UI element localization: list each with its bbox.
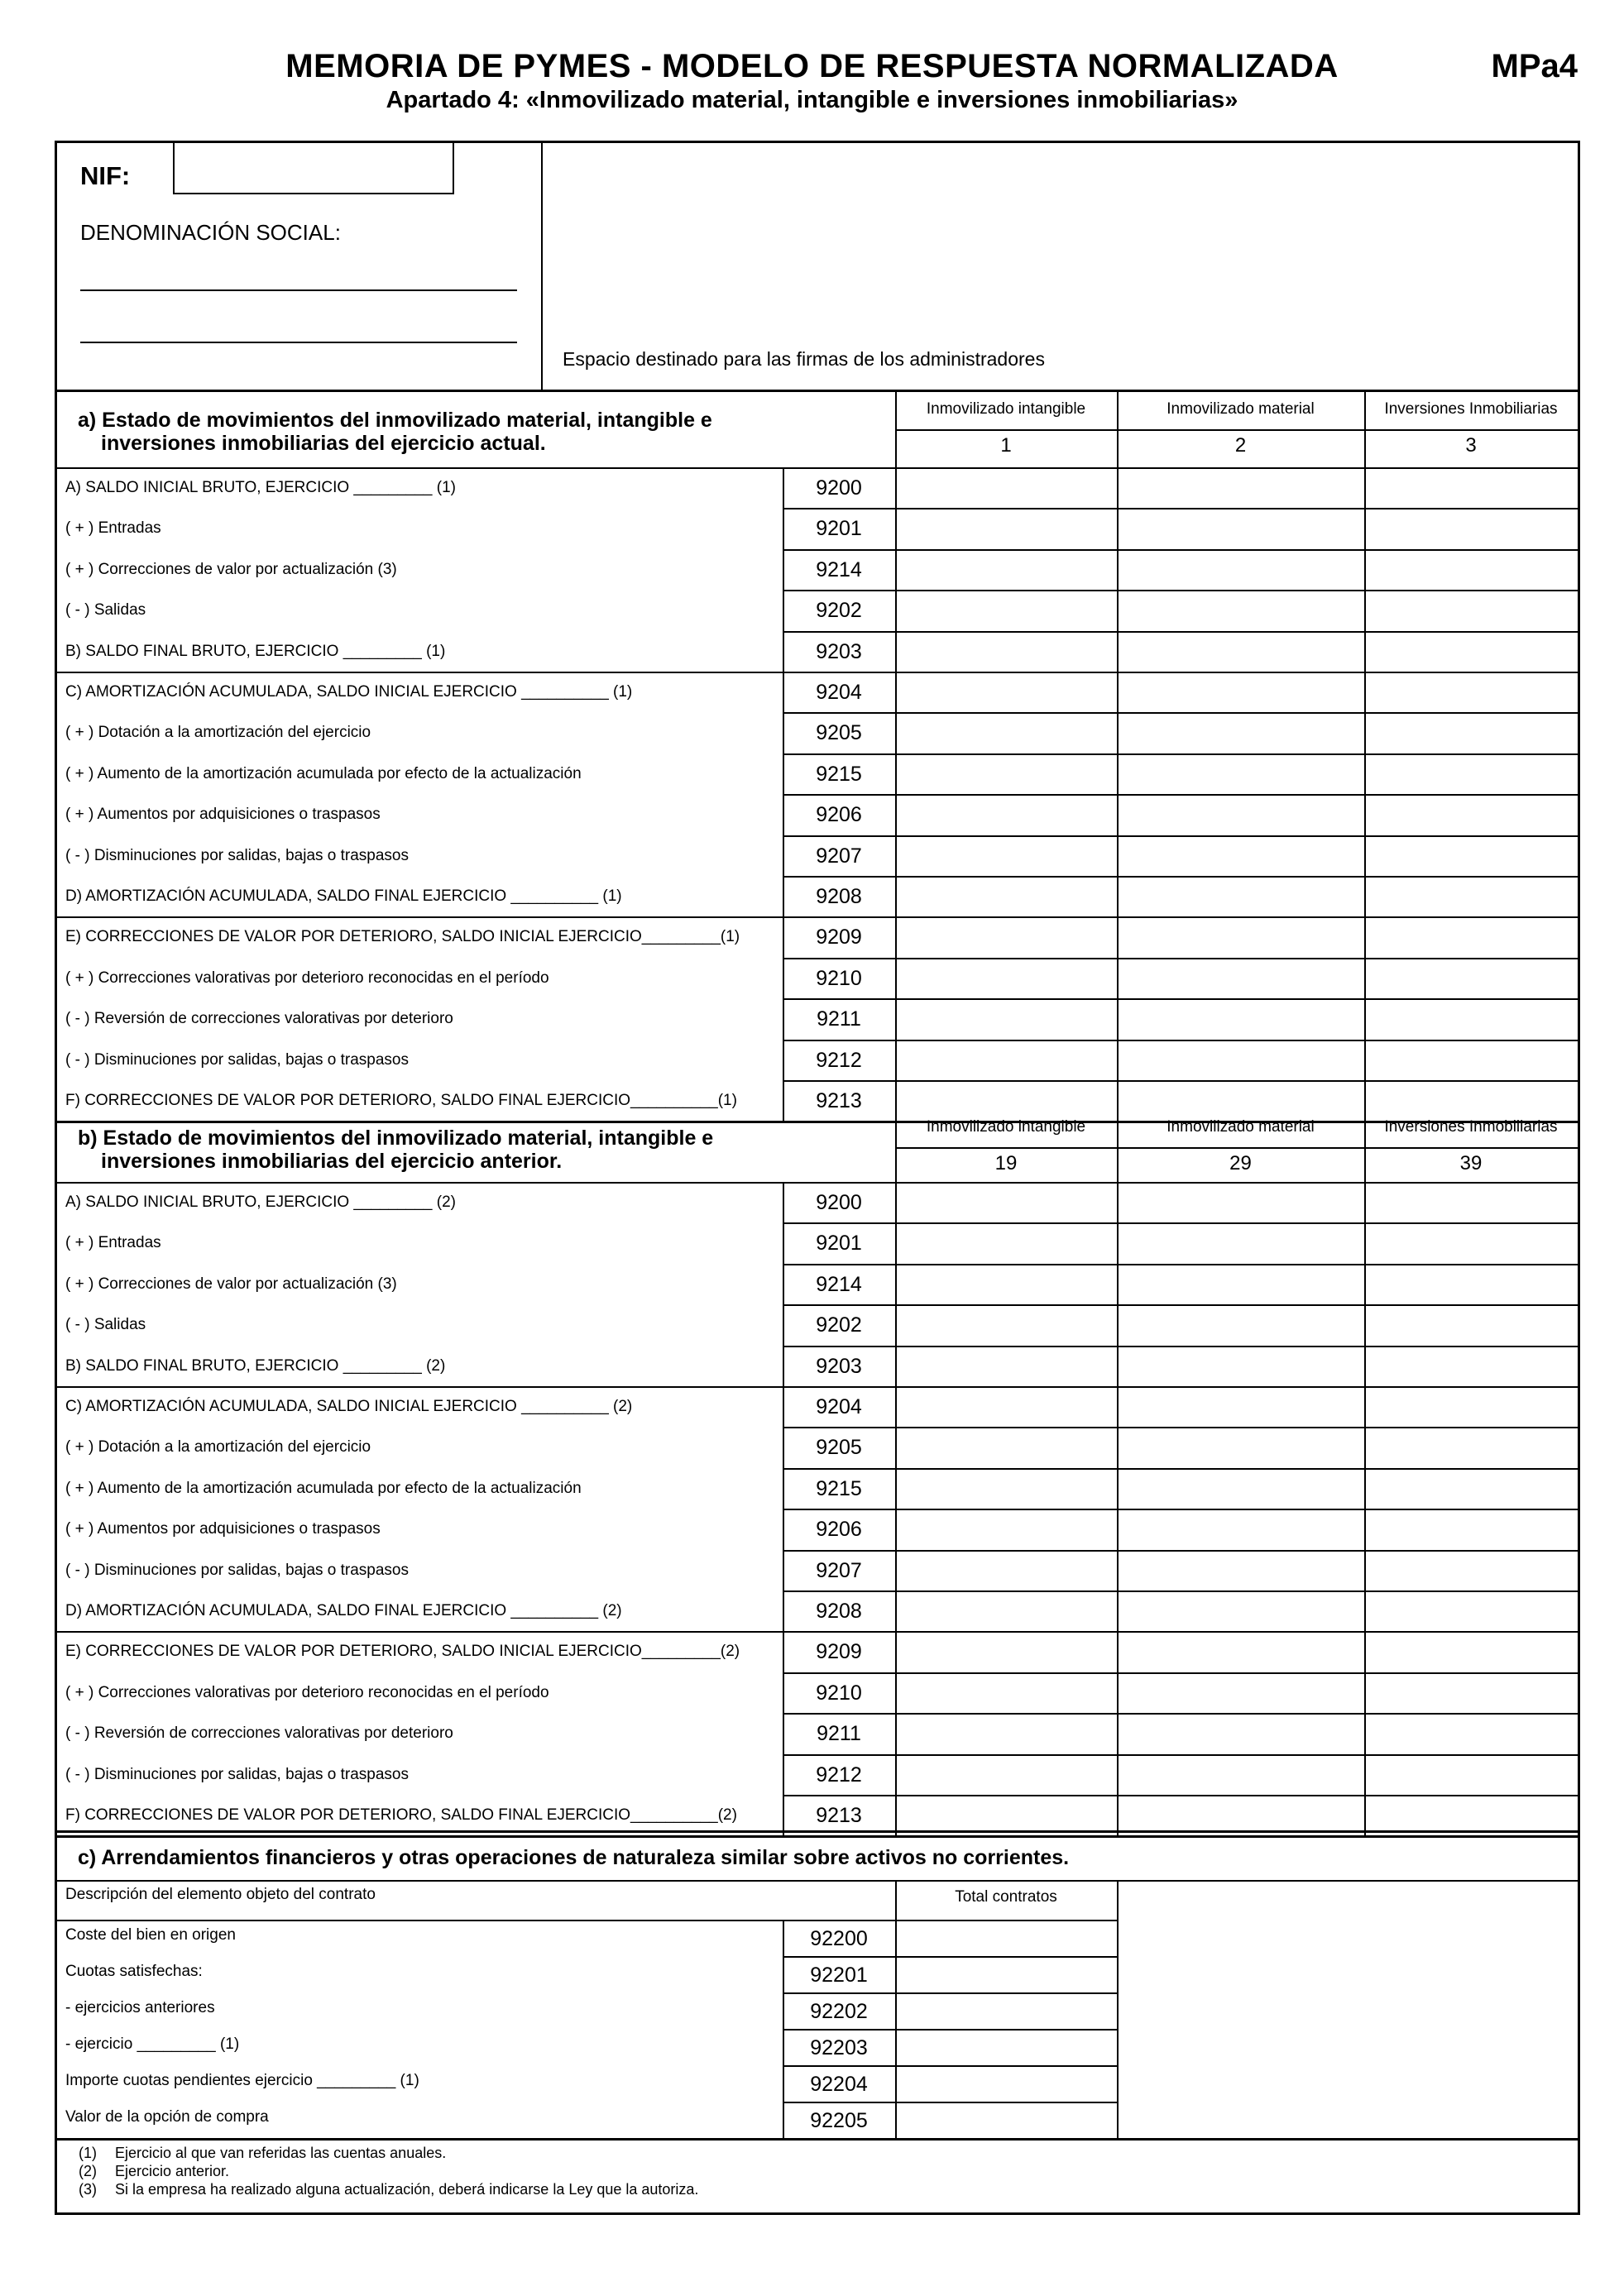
row-code: 9210 xyxy=(816,966,862,990)
lease-row-code: 92203 xyxy=(810,2036,868,2059)
column-number-1: 1 xyxy=(1000,434,1012,457)
amount-cell-col1[interactable] xyxy=(897,918,1115,955)
row-code: 9205 xyxy=(816,1436,862,1460)
amount-cell-col2[interactable] xyxy=(1119,959,1363,997)
row-label: ( + ) Aumento de la amortización acumulada por efecto de la actualización xyxy=(65,764,582,782)
row-label: ( - ) Disminuciones por salidas, bajas o traspasos xyxy=(65,1765,410,1783)
amount-cell-col1[interactable] xyxy=(897,1000,1115,1037)
amount-cell-col3[interactable] xyxy=(1366,1796,1576,1834)
row-label: ( + ) Correcciones valorativas por deterioro reconocidas en el período xyxy=(65,969,549,987)
amount-cell-col1[interactable] xyxy=(897,551,1115,588)
section-a-title-line1: a) Estado de movimientos del inmovilizado material, intangible e xyxy=(78,409,712,432)
amount-cell-col2[interactable] xyxy=(1119,1347,1363,1385)
row-code: 9207 xyxy=(816,1558,862,1582)
footnote-number: (2) xyxy=(79,2163,97,2179)
section-a-title-line2: inversiones inmobiliarias del ejercicio actual. xyxy=(101,432,546,455)
row-label: ( + ) Aumento de la amortización acumulada por efecto de la actualización xyxy=(65,1479,582,1497)
row-code: 9204 xyxy=(816,681,862,704)
form-title: MEMORIA DE PYMES - MODELO DE RESPUESTA NORMALIZADA xyxy=(285,48,1339,84)
amount-cell-col1[interactable] xyxy=(897,837,1115,874)
amount-cell-col1[interactable] xyxy=(897,959,1115,997)
amount-cell-col3[interactable] xyxy=(1366,1000,1576,1037)
amount-cell-col3[interactable] xyxy=(1366,509,1576,547)
lease-row-code: 92202 xyxy=(810,2000,868,2023)
denominacion-line-2[interactable] xyxy=(80,342,517,343)
lease-row-label: Cuotas satisfechas: xyxy=(65,1963,203,1980)
total-contratos-header: Total contratos xyxy=(955,1888,1057,1906)
amount-cell-col2[interactable] xyxy=(1119,1224,1363,1261)
footnote-number: (3) xyxy=(79,2181,97,2198)
row-label: ( + ) Entradas xyxy=(65,1234,161,1252)
amount-cell-col2[interactable] xyxy=(1119,714,1363,751)
lease-row-label: Importe cuotas pendientes ejercicio _________ (1) xyxy=(65,2072,419,2089)
amount-cell-col3[interactable] xyxy=(1366,1388,1576,1425)
amount-cell-col1[interactable] xyxy=(897,673,1115,710)
amount-cell-col2[interactable] xyxy=(1119,1388,1363,1425)
row-label: ( - ) Disminuciones por salidas, bajas o traspasos xyxy=(65,1561,410,1579)
section-b-title-line1: b) Estado de movimientos del inmovilizado material, intangible e xyxy=(78,1126,714,1150)
amount-cell-col3[interactable] xyxy=(1366,1428,1576,1466)
section-b-title-line2: inversiones inmobiliarias del ejercicio anterior. xyxy=(101,1150,563,1173)
amount-cell-col3[interactable] xyxy=(1366,469,1576,506)
amount-cell-col1[interactable] xyxy=(897,591,1115,629)
row-code: 9213 xyxy=(816,1804,862,1827)
amount-cell-col1[interactable] xyxy=(897,1184,1115,1221)
row-code: 9213 xyxy=(816,1089,862,1112)
row-label: A) SALDO INICIAL BRUTO, EJERCICIO _________ (2) xyxy=(65,1193,457,1211)
desc-header: Descripción del elemento objeto del contrato xyxy=(65,1886,376,1903)
row-label: C) AMORTIZACIÓN ACUMULADA, SALDO INICIAL EJERCICIO __________ (2) xyxy=(65,1398,633,1415)
row-label: F) CORRECCIONES DE VALOR POR DETERIORO, SALDO FINAL EJERCICIO__________(1) xyxy=(65,1092,737,1109)
amount-cell-col2[interactable] xyxy=(1119,1265,1363,1303)
amount-cell-col3[interactable] xyxy=(1366,1633,1576,1670)
amount-cell-col3[interactable] xyxy=(1366,1674,1576,1711)
amount-cell-col3[interactable] xyxy=(1366,1347,1576,1385)
amount-cell-col1[interactable] xyxy=(897,1388,1115,1425)
firmas-space[interactable] xyxy=(544,143,1578,342)
nif-field[interactable] xyxy=(173,143,454,194)
amount-cell-col3[interactable] xyxy=(1366,633,1576,670)
amount-cell-col3[interactable] xyxy=(1366,591,1576,629)
amount-cell-col1[interactable] xyxy=(897,755,1115,792)
row-label: ( + ) Dotación a la amortización del ejercicio xyxy=(65,1438,371,1457)
amount-cell-col2[interactable] xyxy=(1119,1633,1363,1670)
amount-cell-col1[interactable] xyxy=(897,633,1115,670)
denominacion-label: DENOMINACIÓN SOCIAL: xyxy=(80,220,341,245)
row-code: 9209 xyxy=(816,926,862,949)
row-code: 9210 xyxy=(816,1681,862,1705)
row-code: 9206 xyxy=(816,1518,862,1542)
column-header-1: Inmovilizado intangible xyxy=(926,1118,1086,1136)
amount-cell-col2[interactable] xyxy=(1119,1184,1363,1221)
amount-cell-col3[interactable] xyxy=(1366,796,1576,833)
row-code: 9203 xyxy=(816,1354,862,1378)
amount-cell-col2[interactable] xyxy=(1119,1796,1363,1834)
form-frame xyxy=(55,141,1580,2215)
row-code: 9215 xyxy=(816,762,862,786)
row-label: D) AMORTIZACIÓN ACUMULADA, SALDO FINAL EJERCICIO __________ (1) xyxy=(65,887,622,905)
row-label: ( + ) Entradas xyxy=(65,519,161,538)
amount-cell-col3[interactable] xyxy=(1366,1224,1576,1261)
row-code: 9208 xyxy=(816,1600,862,1623)
amount-cell-col1[interactable] xyxy=(897,1633,1115,1670)
amount-cell-col3[interactable] xyxy=(1366,1715,1576,1752)
amount-cell-col1[interactable] xyxy=(897,1592,1115,1629)
footnote-text: Ejercicio al que van referidas las cuentas anuales. xyxy=(115,2145,447,2161)
row-code: 9215 xyxy=(816,1476,862,1500)
row-label: ( + ) Correcciones de valor por actualización (3) xyxy=(65,560,397,578)
total-contratos-cell[interactable] xyxy=(897,2103,1115,2136)
footnote-text: Si la empresa ha realizado alguna actualización, deberá indicarse la Ley que la autoriza. xyxy=(115,2181,699,2198)
amount-cell-col2[interactable] xyxy=(1119,1470,1363,1507)
row-code: 9206 xyxy=(816,803,862,827)
lease-row-label: - ejercicios anteriores xyxy=(65,1999,215,2016)
amount-cell-col2[interactable] xyxy=(1119,633,1363,670)
amount-cell-col1[interactable] xyxy=(897,1715,1115,1752)
lease-row-code: 92201 xyxy=(810,1964,868,1987)
row-code: 9208 xyxy=(816,885,862,908)
amount-cell-col3[interactable] xyxy=(1366,959,1576,997)
column-header-1: Inmovilizado intangible xyxy=(926,400,1086,418)
amount-cell-col2[interactable] xyxy=(1119,878,1363,915)
row-code: 9207 xyxy=(816,844,862,868)
amount-cell-col2[interactable] xyxy=(1119,1428,1363,1466)
amount-cell-col3[interactable] xyxy=(1366,1082,1576,1119)
row-label: A) SALDO INICIAL BRUTO, EJERCICIO _________ (1) xyxy=(65,479,457,496)
amount-cell-col3[interactable] xyxy=(1366,1756,1576,1793)
amount-cell-col1[interactable] xyxy=(897,1674,1115,1711)
column-number-2: 29 xyxy=(1229,1152,1252,1174)
amount-cell-col1[interactable] xyxy=(897,1756,1115,1793)
amount-cell-col1[interactable] xyxy=(897,1428,1115,1466)
nif-label: NIF: xyxy=(80,161,131,190)
total-contratos-cell[interactable] xyxy=(897,1958,1115,1991)
row-code: 9212 xyxy=(816,1048,862,1072)
total-contratos-cell[interactable] xyxy=(897,2067,1115,2100)
row-code: 9205 xyxy=(816,721,862,745)
amount-cell-col3[interactable] xyxy=(1366,551,1576,588)
amount-cell-col3[interactable] xyxy=(1366,755,1576,792)
amount-cell-col2[interactable] xyxy=(1119,1000,1363,1037)
row-code: 9203 xyxy=(816,639,862,663)
amount-cell-col1[interactable] xyxy=(897,714,1115,751)
amount-cell-col2[interactable] xyxy=(1119,1756,1363,1793)
amount-cell-col1[interactable] xyxy=(897,1306,1115,1343)
amount-cell-col2[interactable] xyxy=(1119,509,1363,547)
row-label: C) AMORTIZACIÓN ACUMULADA, SALDO INICIAL EJERCICIO __________ (1) xyxy=(65,683,633,701)
row-label: ( + ) Dotación a la amortización del ejercicio xyxy=(65,724,371,742)
column-number-1: 19 xyxy=(994,1152,1018,1174)
amount-cell-col1[interactable] xyxy=(897,1552,1115,1589)
amount-cell-col1[interactable] xyxy=(897,509,1115,547)
row-label: ( - ) Reversión de correcciones valorativas por deterioro xyxy=(65,1010,453,1028)
firmas-label: Espacio destinado para las firmas de los administradores xyxy=(563,348,1045,370)
row-label: ( - ) Salidas xyxy=(65,601,146,619)
amount-cell-col1[interactable] xyxy=(897,1265,1115,1303)
lease-row-code: 92204 xyxy=(810,2073,868,2096)
total-contratos-cell[interactable] xyxy=(897,1921,1115,1954)
row-code: 9212 xyxy=(816,1763,862,1787)
row-code: 9201 xyxy=(816,517,862,541)
row-label: D) AMORTIZACIÓN ACUMULADA, SALDO FINAL EJERCICIO __________ (2) xyxy=(65,1602,622,1619)
amount-cell-col1[interactable] xyxy=(897,469,1115,506)
row-label: E) CORRECCIONES DE VALOR POR DETERIORO, SALDO INICIAL EJERCICIO_________(2) xyxy=(65,1643,740,1661)
row-label: E) CORRECCIONES DE VALOR POR DETERIORO, SALDO INICIAL EJERCICIO_________(1) xyxy=(65,928,740,946)
lease-row-code: 92205 xyxy=(810,2109,868,2132)
column-number-3: 3 xyxy=(1465,434,1477,457)
row-label: B) SALDO FINAL BRUTO, EJERCICIO _________ (1) xyxy=(65,642,446,660)
row-code: 9202 xyxy=(816,1313,862,1337)
footnote-text: Ejercicio anterior. xyxy=(115,2163,230,2179)
model-code: MPa4 xyxy=(1491,48,1578,84)
row-code: 9202 xyxy=(816,599,862,623)
amount-cell-col3[interactable] xyxy=(1366,1552,1576,1589)
amount-cell-col3[interactable] xyxy=(1366,714,1576,751)
row-code: 9200 xyxy=(816,476,862,500)
row-label: ( - ) Salidas xyxy=(65,1316,146,1334)
lease-row-code: 92200 xyxy=(810,1927,868,1950)
amount-cell-col3[interactable] xyxy=(1366,1306,1576,1343)
amount-cell-col3[interactable] xyxy=(1366,1041,1576,1079)
amount-cell-col2[interactable] xyxy=(1119,551,1363,588)
footnote-number: (1) xyxy=(79,2145,97,2161)
row-label: ( + ) Aumentos por adquisiciones o traspasos xyxy=(65,1520,381,1538)
amount-cell-col3[interactable] xyxy=(1366,878,1576,915)
row-label: B) SALDO FINAL BRUTO, EJERCICIO _________ (2) xyxy=(65,1356,446,1375)
column-header-3: Inversiones Inmobiliarias xyxy=(1384,1118,1558,1136)
amount-cell-col1[interactable] xyxy=(897,1510,1115,1547)
amount-cell-col3[interactable] xyxy=(1366,1470,1576,1507)
total-contratos-cell[interactable] xyxy=(897,1994,1115,2027)
column-number-2: 2 xyxy=(1234,434,1247,457)
lease-row-label: - ejercicio _________ (1) xyxy=(65,2035,240,2053)
amount-cell-col3[interactable] xyxy=(1366,1510,1576,1547)
amount-cell-col2[interactable] xyxy=(1119,1306,1363,1343)
total-contratos-cell[interactable] xyxy=(897,2031,1115,2064)
row-label: ( + ) Aumentos por adquisiciones o traspasos xyxy=(65,806,381,824)
amount-cell-col2[interactable] xyxy=(1119,755,1363,792)
row-code: 9211 xyxy=(817,1722,861,1746)
amount-cell-col1[interactable] xyxy=(897,1082,1115,1119)
row-label: ( + ) Correcciones valorativas por deterioro reconocidas en el período xyxy=(65,1683,549,1701)
row-label: ( + ) Correcciones de valor por actualización (3) xyxy=(65,1275,397,1293)
row-code: 9214 xyxy=(816,557,862,581)
amount-cell-col2[interactable] xyxy=(1119,673,1363,710)
amount-cell-col3[interactable] xyxy=(1366,673,1576,710)
amount-cell-col1[interactable] xyxy=(897,1796,1115,1834)
amount-cell-col3[interactable] xyxy=(1366,837,1576,874)
amount-cell-col1[interactable] xyxy=(897,1470,1115,1507)
amount-cell-col2[interactable] xyxy=(1119,1510,1363,1547)
row-label: ( - ) Reversión de correcciones valorativas por deterioro xyxy=(65,1724,453,1743)
amount-cell-col2[interactable] xyxy=(1119,591,1363,629)
row-code: 9200 xyxy=(816,1191,862,1214)
column-header-3: Inversiones Inmobiliarias xyxy=(1384,400,1558,418)
amount-cell-col3[interactable] xyxy=(1366,1592,1576,1629)
amount-cell-col2[interactable] xyxy=(1119,1552,1363,1589)
amount-cell-col2[interactable] xyxy=(1119,1592,1363,1629)
lease-row-label: Valor de la opción de compra xyxy=(65,2108,269,2126)
amount-cell-col1[interactable] xyxy=(897,1347,1115,1385)
row-code: 9204 xyxy=(816,1395,862,1418)
amount-cell-col2[interactable] xyxy=(1119,469,1363,506)
column-header-2: Inmovilizado material xyxy=(1167,400,1315,418)
amount-cell-col1[interactable] xyxy=(897,878,1115,915)
form-subtitle: Apartado 4: «Inmovilizado material, intangible e inversiones inmobiliarias» xyxy=(386,87,1238,113)
amount-cell-col3[interactable] xyxy=(1366,918,1576,955)
amount-cell-col1[interactable] xyxy=(897,1041,1115,1079)
amount-cell-col1[interactable] xyxy=(897,796,1115,833)
amount-cell-col1[interactable] xyxy=(897,1224,1115,1261)
denominacion-line-1[interactable] xyxy=(80,289,517,291)
row-code: 9214 xyxy=(816,1272,862,1296)
amount-cell-col2[interactable] xyxy=(1119,837,1363,874)
row-label: ( - ) Disminuciones por salidas, bajas o traspasos xyxy=(65,1050,410,1069)
amount-cell-col3[interactable] xyxy=(1366,1184,1576,1221)
row-label: ( - ) Disminuciones por salidas, bajas o traspasos xyxy=(65,846,410,864)
lease-row-label: Coste del bien en origen xyxy=(65,1926,236,1944)
amount-cell-col2[interactable] xyxy=(1119,918,1363,955)
amount-cell-col2[interactable] xyxy=(1119,1674,1363,1711)
column-header-2: Inmovilizado material xyxy=(1167,1118,1315,1136)
amount-cell-col2[interactable] xyxy=(1119,1082,1363,1119)
amount-cell-col2[interactable] xyxy=(1119,1041,1363,1079)
row-label: F) CORRECCIONES DE VALOR POR DETERIORO, SALDO FINAL EJERCICIO__________(2) xyxy=(65,1806,737,1824)
column-number-3: 39 xyxy=(1459,1152,1483,1174)
row-code: 9201 xyxy=(816,1232,862,1256)
amount-cell-col2[interactable] xyxy=(1119,1715,1363,1752)
row-code: 9211 xyxy=(817,1007,861,1031)
section-c-title: c) Arrendamientos financieros y otras operaciones de naturaleza similar sobre activos no corrientes. xyxy=(78,1846,1070,1869)
amount-cell-col3[interactable] xyxy=(1366,1265,1576,1303)
row-code: 9209 xyxy=(816,1640,862,1664)
amount-cell-col2[interactable] xyxy=(1119,796,1363,833)
